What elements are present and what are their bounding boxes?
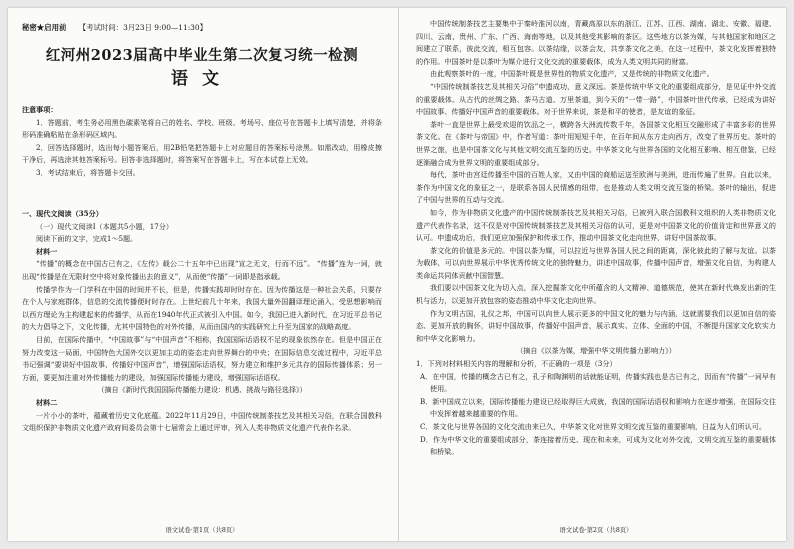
confidential-mark: 秘密★启用前 [22,23,67,32]
note-item: 1．答题前，考生务必用黑色碳素笔将自己的姓名、学校、班级、考场号、座位号在答题卡上填写清楚，并将条形码准确粘贴在条形码区域内。 [22,117,382,140]
material-1-para: 传播学作为一门学科在中国的时间并不长，但是，传播实践却时时存在。因为传播这是一种社会关系，只要存在个人与家庭群体，信息的交流传播便时时存在。上世纪前几十年来，我国大量外国翻译理论涌入，受思想影响而以西方理论为主构建起来的传播学，从而在1940年代正式被引入中国。如今，我国已进入新时代，在习近平总书记的大力倡导之下，文化传播，尤其中国特色的对外传播，从而由国内的实践研究上升至为国家的战略高度。 [22,284,382,332]
instruction: 阅读下面的文字，完成1～5题。 [36,234,138,244]
material-2-source: （摘自《以茶为媒，增强中华文明传播力影响力》） [516,346,676,356]
exam-header-line [22,22,207,33]
material-1-source: （摘自《新时代我国国际传播能力建设：机遇、挑战与路径选择》） [97,385,307,395]
section-heading: 一、现代文阅读（35分） [22,209,103,218]
question-1: 1．下列对材料相关内容的理解和分析，不正确的一项是（3分） [416,359,617,369]
body-para: 作为文明古国，礼仪之邦，中国可以向世人展示更多的中国文化的魅力与内涵，这就需要我们以更加自信的姿态、更加开放的胸怀，讲好中国故事，传播好中国声音，展示真实、立体、全面的中国，不断提升国家文化软实力和中华文化影响力。 [416,308,776,343]
page-number-left: 语文试卷·第1页（共8页） [165,527,239,534]
right-page [416,8,776,541]
subject-title: 语文 [171,69,233,89]
option-b: B．新中国成立以来，国际传播能力建设已经取得巨大成就，我国的国际话语权和影响力在逐步增强，在国际交往中发挥着越来越重要的作用。 [420,396,776,419]
material-1-para: “传播”的概念在中国古已有之，《左传》载公二十五年中已出现“宣之无文，行而不远”。 “传播”连为一词，就出现“传播是在无限时空中将对象传播出去的意义”，从而使“传播”一词即是指承载。 [22,259,382,281]
page-fold-line [398,8,399,541]
body-para: 每代，茶叶由宫廷传播至中国的百姓人家，又由中国的商船运送至欧洲与美洲，进而传遍了世界。自此以来，茶作为中国文化的象征之一，是联系各国人民情感的纽带，也是推动人类文明交流互鉴的桥梁。茶叶的输出，促进了中国与世界的互动与交流。 [416,170,776,205]
note-item: 2．回答选择题时，选出每小题答案后，用2B铅笔把答题卡上对应题目的答案标号涂黑。如需改动，用橡皮擦干净后，再选涂其他答案标号。回答非选择题时，将答案写在答题卡上，写在本试卷上无效。 [22,142,382,165]
exam-paper-scan [8,8,786,541]
exam-time: 【考试时间：3月23日 9:00—11:30】 [78,23,207,32]
material-1-para: 目前，在国际传播中，“中国故事”与“中国声音”不相称，我国国际话语权不足的现象依然存在。但是中国正在努力改变这一局面，中国特色大国外交以更加主动的姿态走向世界舞台的中央；在国际信息交流过程中，习近平总书记强调“要讲好中国故事、传播好中国声音”，增强国际话语权，努力建立和维护多元共存的国际传播体系；另一方面，要更加注重对外传播能力的建设，加强国际传播能力建设，增强国际话语权。 [22,334,382,382]
notes-heading: 注意事项： [22,105,58,114]
left-page [22,8,382,541]
material-2-label: 材料二 [36,397,58,407]
material-1-label: 材料一 [36,246,58,256]
material-2-para: 一片小小的茶叶，蕴藏着历史文化底蕴。2022年11月29日，中国传统制茶技艺及其相关习俗，在联合国教科文组织保护非物质文化遗产政府间委员会第十七届常会上通过评审，列入人类非物质文化遗产代表作名录。 [22,410,382,433]
material-2-continued [416,18,776,459]
option-c: C．茶文化与世界各国的文化交流由来已久，中华茶文化对世界文明交流互鉴的重要影响，日益为人们所认可。 [420,422,766,431]
body-para: 如今，作为非物质文化遗产的中国传统制茶技艺及其相关习俗，已被列入联合国教科文组织的人类非物质文化遗产代表作名录，这不仅是对中国传统制茶技艺及其相关习俗的认可，更是对中国茶文化的价值肯定和世界意义的认可。申遗成功后，我们更应加强保护和传承工作，推动中国茶文化走向世界，讲好中国茶故事。 [416,207,776,243]
subsection-heading: （一）现代文阅读Ⅰ（本题共5小题，17分） [36,221,173,231]
body-para: 茶文化的价值是多元的。中国以茶为媒，可以拉近与世界各国人民之间的距离，深化彼此的了解与友谊。以茶为载体，可以向世界展示中华优秀传统文化的独特魅力，讲述中国故事，传播中国声音，增强文化自信，为构建人类命运共同体贡献中国智慧。 [416,245,776,280]
body-para: “中国传统制茶技艺及其相关习俗”申遗成功，意义深远。茶是传统中华文化的重要组成部分，是见证中外交流的重要载体。从古代的丝绸之路、茶马古道、万里茶道，到今天的“一带一路”，中国茶叶世代传承，已经成为讲好中国故事、传播好中国声音的重要载体。对于世界来说，茶是和平的使者，是友谊的象征。 [416,81,776,117]
body-para: 我们要以中国茶文化为切入点，深入挖掘茶文化中所蕴含的人文精神、道德规范，使其在新时代焕发出新的生机与活力，以更加开放包容的姿态推动中华文化走向世界。 [416,283,776,306]
note-item: 3．考试结束后，将答题卡交回。 [36,167,140,177]
body-para: 中国传统制茶技艺主要集中于秦岭淮河以南，青藏高原以东的浙江、江苏、江西、湖南、湖北、安徽、福建、四川、云南、贵州、广东、广西、海南等地，以及其他受其影响的茶区。这些地方以茶为媒，与其他国家和地区之间建立了联系，彼此交流，相互包容。以茶结缘，以茶会友，共享茶文化之美，在这一过程中，茶文化发挥着独特的作用。中国茶叶是以茶叶为媒介进行文化交流的重要载体，成为人类文明共同的财富。 [416,19,776,66]
body-para: 茶叶一直是世界上最受欢迎的饮品之一，横跨各大洲流传数千年，各国茶文化相互交融形成了丰富多彩的世界茶文化。在《茶叶与帝国》中，作者写道：茶叶用短短千年，在百年间从东方走向西方，改变了世界历史。茶叶的世界之旅，也是中国茶文化与其他文明交流互鉴的历史。中华茶文化与世界各国的文化相互影响、相互借鉴，已经逐渐融合成为世界文明的重要组成部分。 [416,119,776,167]
body-para: 由此观察茶叶的一度，中国茶叶既是世界性的物质文化遗产，又是传统的非物质文化遗产。 [430,69,714,79]
option-d: D．作为中华文化的重要组成部分，茶连接着历史、现在和未来，可成为文化对外交流，文明交流互鉴的重要载体和桥梁。 [420,434,776,457]
page-number-right: 语文试卷·第2页（共8页） [559,527,633,534]
reading-section [22,208,382,435]
exam-title: 红河州2023届高中毕业生第二次复习统一检测 [45,47,359,64]
option-a: A．在中国，传播的概念古已有之，孔子和陶渊明的话就能证明，传播实践也是古已有之，因而有“传播”一词早有使用。 [420,371,776,394]
notes-block [22,104,382,180]
